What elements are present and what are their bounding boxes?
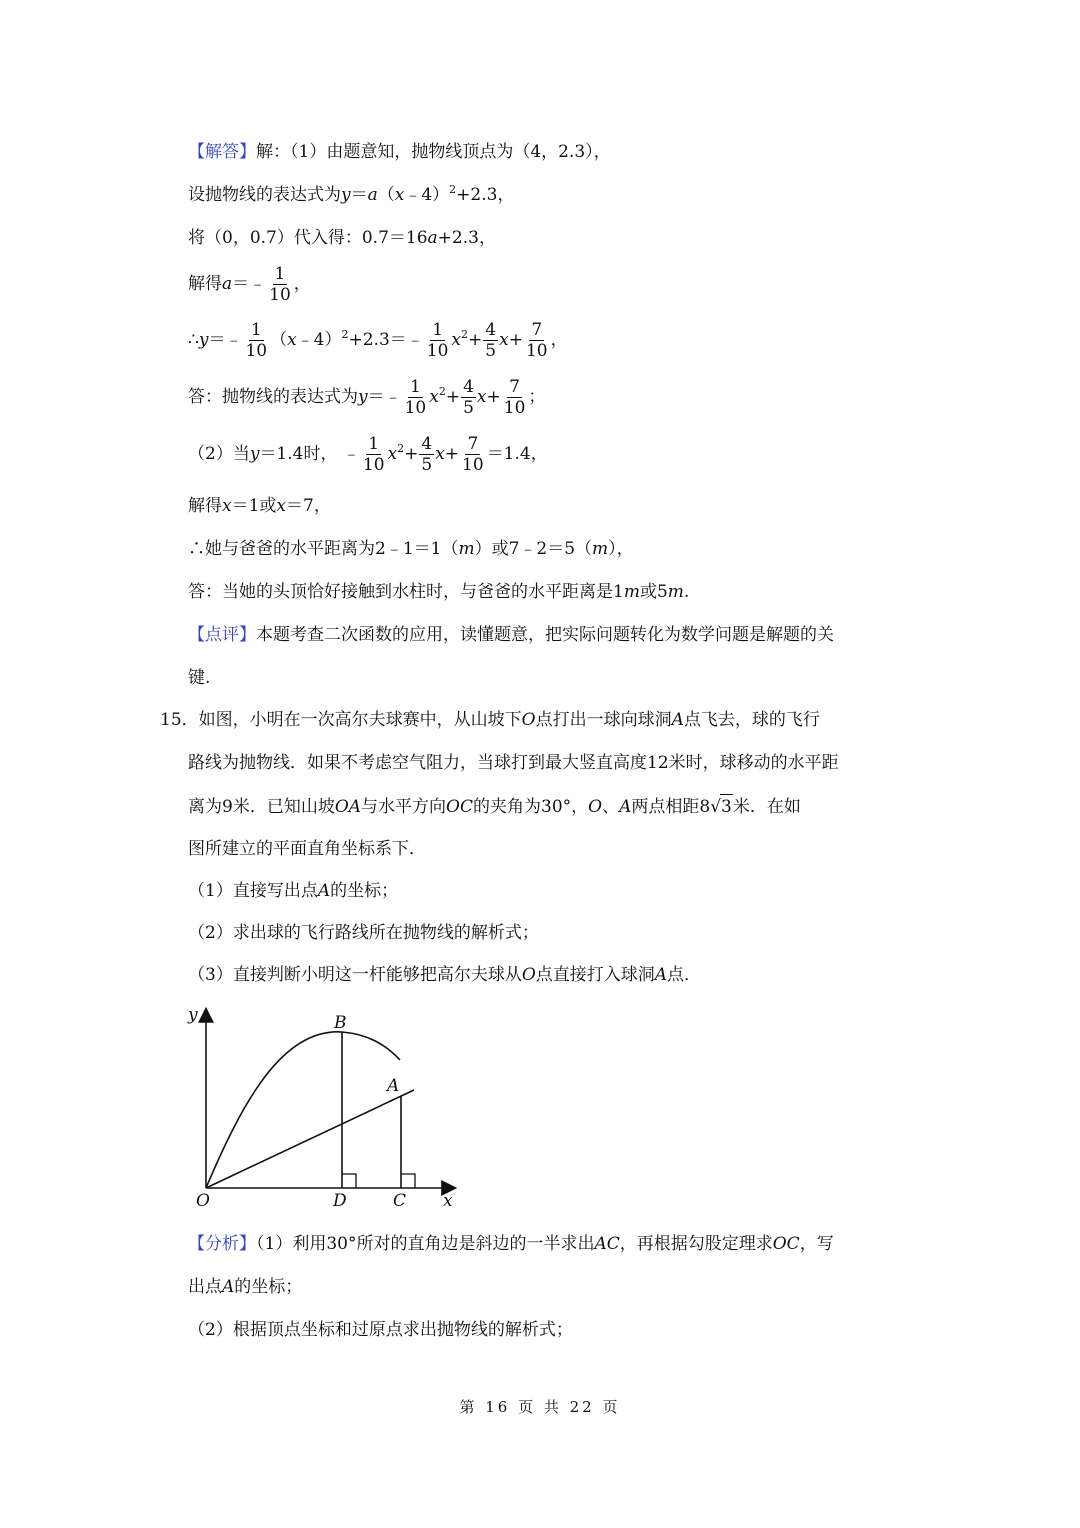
problem-line-4: 图所建立的平面直角坐标系下． — [188, 839, 426, 859]
answer-line-9: ∴她与爸爸的水平距离为2﹣1＝1（m）或7﹣2＝5（m）， — [188, 539, 634, 559]
slope-line-oa — [206, 1090, 414, 1188]
answer-line-7: （2）当y＝1.4时， ﹣ $\frac{1}{10}$ $x^2+$ $\frac{4}{5}$ x+ $\frac{7}{10}$ ＝1.4， — [188, 434, 548, 475]
question-1: （1）直接写出点A的坐标； — [188, 881, 399, 901]
label-a: A — [387, 1076, 400, 1096]
page-footer: 第 16 页 共 22 页 — [459, 1398, 621, 1416]
answer-line-5: ∴y＝﹣ $\frac{1}{10}$ （x﹣4）$^2$+2.3＝﹣ $\frac{1}{10}$ $x^2+$ $\frac{4}{5}$ x+ $\frac{7}{10}$ ， — [188, 320, 568, 361]
problem-number: 15． — [160, 710, 199, 730]
label-d: D — [333, 1191, 347, 1211]
answer-line-6: 答：抛物线的表达式为y＝﹣ $\frac{1}{10}$ $x^2+$ $\frac{4}{5}$ x+ $\frac{7}{10}$ ； — [188, 377, 546, 418]
label-b: B — [334, 1013, 347, 1033]
label-x: x — [443, 1191, 453, 1211]
right-angle-d — [342, 1174, 356, 1188]
right-angle-c — [401, 1174, 415, 1188]
problem-line-1: 15．如图，小明在一次高尔夫球赛中，从山坡下O点打出一球向球洞A点飞去，球的飞行 — [160, 710, 820, 730]
review-tag: 【点评】 — [188, 625, 256, 645]
review-line-1: 【点评】本题考查二次函数的应用，读懂题意，把实际问题转化为数学问题是解题的关 — [188, 625, 834, 645]
label-y: y — [188, 1005, 198, 1025]
answer-tag: 【解答】 — [188, 142, 256, 162]
question-2: （2）求出球的飞行路线所在抛物线的解析式； — [188, 923, 539, 943]
parabola-figure — [180, 1000, 470, 1215]
problem-line-3: 离为9米．已知山坡OA与水平方向OC的夹角为30°，O、A两点相距8√3米．在如 — [188, 794, 801, 819]
analysis-line-2: 出点A的坐标； — [188, 1277, 303, 1297]
analysis-line-1: 【分析】（1）利用30°所对的直角边是斜边的一半求出AC，再根据勾股定理求OC，写 — [188, 1234, 834, 1254]
answer-line-4: 解得a＝﹣ $\frac{1}{10}$ ， — [188, 264, 311, 305]
problem-line-2: 路线为抛物线．如果不考虑空气阻力，当球打到最大竖直高度12米时，球移动的水平距 — [188, 753, 839, 773]
answer-line-1: 【解答】解：（1）由题意知，抛物线顶点为（4，2.3）， — [188, 142, 611, 162]
review-line-2: 键. — [188, 668, 211, 688]
answer-line-10: 答：当她的头顶恰好接触到水柱时，与爸爸的水平距离是1m或5m. — [188, 582, 690, 602]
analysis-tag: 【分析】 — [188, 1234, 256, 1254]
question-3: （3）直接判断小明这一杆能够把高尔夫球从O点直接打入球洞A点． — [188, 965, 702, 985]
answer-line-8: 解得x＝1或x＝7， — [188, 496, 331, 516]
analysis-line-3: （2）根据顶点坐标和过原点求出抛物线的解析式； — [188, 1320, 573, 1340]
label-o: O — [196, 1191, 210, 1211]
answer-line-2: 设抛物线的表达式为y＝a（x﹣4）$^2$+2.3， — [188, 183, 515, 205]
answer-line-3: 将（0，0.7）代入得：0.7＝16a+2.3， — [188, 228, 496, 248]
fraction: $\frac{1}{10}$ — [269, 264, 291, 305]
label-c: C — [393, 1191, 407, 1211]
